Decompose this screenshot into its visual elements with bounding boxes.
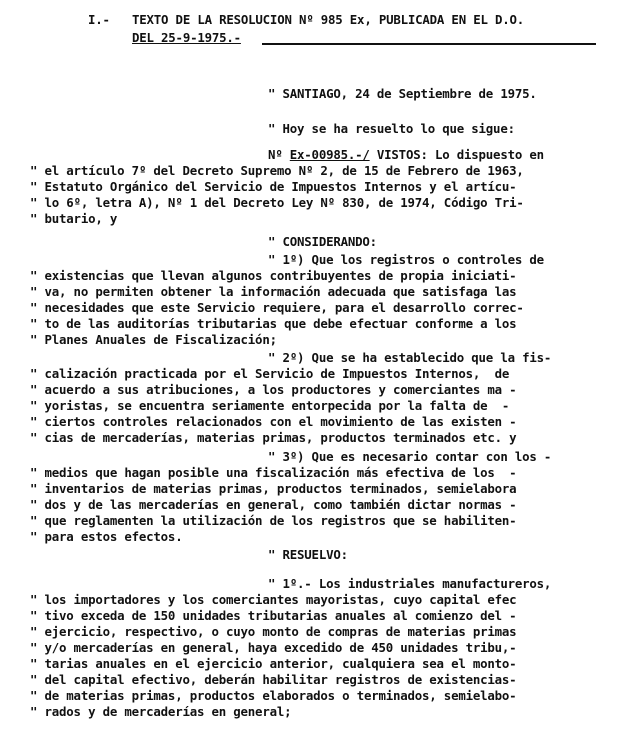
resuelvo-1-line: " y/o mercaderías en general, haya excedido de 450 unidades tribu,- xyxy=(30,640,517,655)
considerando-3-line: " medios que hagan posible una fiscalización más efectiva de los - xyxy=(30,465,517,480)
resuelvo-heading: " RESUELVO: xyxy=(268,547,348,562)
considerando-heading: " CONSIDERANDO: xyxy=(268,234,377,249)
resuelvo-1-line: " tivo exceda de 150 unidades tributarias anuales al comienzo del - xyxy=(30,608,517,623)
document-title-line1: TEXTO DE LA RESOLUCION Nº 985 Ex, PUBLICADA EN EL D.O. xyxy=(132,12,525,27)
vistos-first-line xyxy=(268,147,544,162)
considerando-2-line: " acuerdo a sus atribuciones, a los productores y comerciantes ma - xyxy=(30,382,517,397)
considerando-3-line: " inventarios de materias primas, productos terminados, semielabora xyxy=(30,481,517,496)
resuelvo-1-line: " de materias primas, productos elaborados o terminados, semielabo- xyxy=(30,688,517,703)
considerando-2-first: " 2º) Que se ha establecido que la fis- xyxy=(268,350,552,365)
considerando-1-first: " 1º) Que los registros o controles de xyxy=(268,252,544,267)
considerando-3-line: " para estos efectos. xyxy=(30,529,183,544)
considerando-3-line: " que reglamenten la utilización de los registros que se habiliten- xyxy=(30,513,517,528)
resuelvo-1-line: " ejercicio, respectivo, o cuyo monto de compras de materias primas xyxy=(30,624,517,639)
resolution-number: Ex-00985.-/ xyxy=(289,147,370,162)
considerando-3-line: " dos y de las mercaderías en general, como también dictar normas - xyxy=(30,497,517,512)
resuelvo-1-line: " rados y de mercaderías en general; xyxy=(30,704,292,719)
document-title-line2: DEL 25-9-1975.- xyxy=(132,30,241,45)
considerando-2-line: " yoristas, se encuentra seriamente entorpecida por la falta de - xyxy=(30,398,510,413)
resuelvo-1-line: " tarias anuales en el ejercicio anterior, cualquiera sea el monto- xyxy=(30,656,517,671)
considerando-3-first: " 3º) Que es necesario contar con los - xyxy=(268,449,552,464)
vistos-line: " Estatuto Orgánico del Servicio de Impuestos Internos y el artícu- xyxy=(30,179,517,194)
section-number: I.- xyxy=(88,12,110,27)
considerando-1-line: " Planes Anuales de Fiscalización; xyxy=(30,332,277,347)
title-rule xyxy=(262,43,596,45)
considerando-1-line: " va, no permiten obtener la información adecuada que satisfaga las xyxy=(30,284,517,299)
considerando-1-line: " to de las auditorías tributarias que debe efectuar conforme a los xyxy=(30,316,517,331)
resuelvo-1-first: " 1º.- Los industriales manufactureros, xyxy=(268,576,552,591)
resuelvo-1-line: " los importadores y los comerciantes mayoristas, cuyo capital efec xyxy=(30,592,517,607)
considerando-2-line: " calización practicada por el Servicio de Impuestos Internos, de xyxy=(30,366,510,381)
considerando-1-line: " existencias que llevan algunos contribuyentes de propia iniciati- xyxy=(30,268,517,283)
vistos-line: " el artículo 7º del Decreto Supremo Nº 2, de 15 de Febrero de 1963, xyxy=(30,163,524,178)
considerando-2-line: " cias de mercaderías, materias primas, productos terminados etc. y xyxy=(30,430,517,445)
vistos-line: " butario, y xyxy=(30,211,118,226)
considerando-1-line: " necesidades que este Servicio requiere, para el desarrollo correc- xyxy=(30,300,524,315)
vistos-line: " lo 6º, letra A), Nº 1 del Decreto Ley Nº 830, de 1974, Código Tri- xyxy=(30,195,524,210)
vistos-prefix: Nº xyxy=(268,147,290,162)
vistos-rest: VISTOS: Lo dispuesto en xyxy=(369,147,544,162)
dateline: " SANTIAGO, 24 de Septiembre de 1975. xyxy=(268,86,537,101)
intro: " Hoy se ha resuelto lo que sigue: xyxy=(268,121,515,136)
resuelvo-1-line: " del capital efectivo, deberán habilitar registros de existencias- xyxy=(30,672,517,687)
considerando-2-line: " ciertos controles relacionados con el movimiento de las existen - xyxy=(30,414,517,429)
